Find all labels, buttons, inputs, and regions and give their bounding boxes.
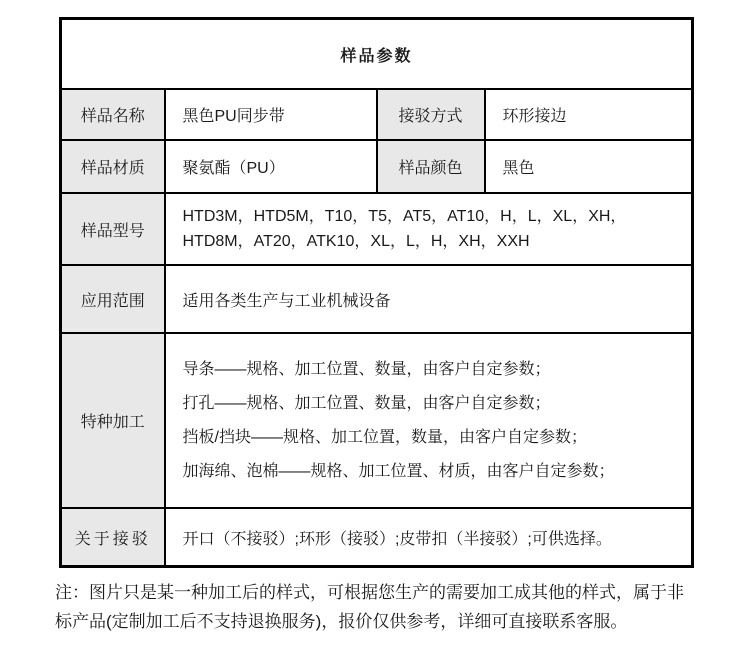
- value-about-connection: 开口（不接驳）;环形（接驳）;皮带扣（半接驳）;可供选择。: [165, 508, 693, 567]
- label-about-connection: 关于接驳: [61, 508, 165, 567]
- label-special-processing: 特种加工: [61, 333, 165, 508]
- value-sample-model: [165, 193, 693, 265]
- title-row: [61, 19, 693, 90]
- special-processing-line-4: 加海绵、泡棉——规格、加工位置、材质，由客户自定参数；: [182, 462, 615, 480]
- sample-model-line-1: HTD3M，HTD5M，T10，T5，AT5，AT10，H，L，XL，XH，: [182, 208, 627, 225]
- label-sample-model: 样品型号: [61, 193, 165, 265]
- table-title: 样品参数: [61, 19, 693, 90]
- row-application: [61, 265, 693, 333]
- sample-model-line-2: HTD8M，AT20，ATK10，XL，L，H，XH，XXH: [182, 233, 530, 250]
- label-sample-material: 样品材质: [61, 140, 165, 193]
- value-application: 适用各类生产与工业机械设备: [165, 265, 693, 333]
- row-special-processing: [61, 333, 693, 508]
- special-processing-line-3: 挡板/挡块——规格、加工位置，数量，由客户自定参数；: [182, 428, 587, 446]
- row-sample-material: [61, 140, 693, 193]
- value-connection-method: 环形接边: [485, 89, 693, 140]
- row-about-connection: [61, 508, 693, 567]
- special-processing-line-2: 打孔——规格、加工位置、数量，由客户自定参数；: [182, 394, 551, 412]
- value-sample-material: 聚氨酯（PU）: [165, 140, 377, 193]
- label-connection-method: 接驳方式: [377, 89, 485, 140]
- value-special-processing: [165, 333, 693, 508]
- note-text: 注：图片只是某一种加工后的样式，可根据您生产的需要加工成其他的样式，属于非标产品(定制加工后不支持退换服务)，报价仅供参考，详细可直接联系客服。: [55, 583, 684, 631]
- sample-parameters-table: [59, 17, 694, 568]
- value-sample-color: 黑色: [485, 140, 693, 193]
- special-processing-line-1: 导条——规格、加工位置、数量，由客户自定参数；: [182, 360, 551, 378]
- row-sample-model: [61, 193, 693, 265]
- row-sample-name: [61, 89, 693, 140]
- label-application: 应用范围: [61, 265, 165, 333]
- label-sample-name: 样品名称: [61, 89, 165, 140]
- value-sample-name: 黑色PU同步带: [165, 89, 377, 140]
- label-sample-color: 样品颜色: [377, 140, 485, 193]
